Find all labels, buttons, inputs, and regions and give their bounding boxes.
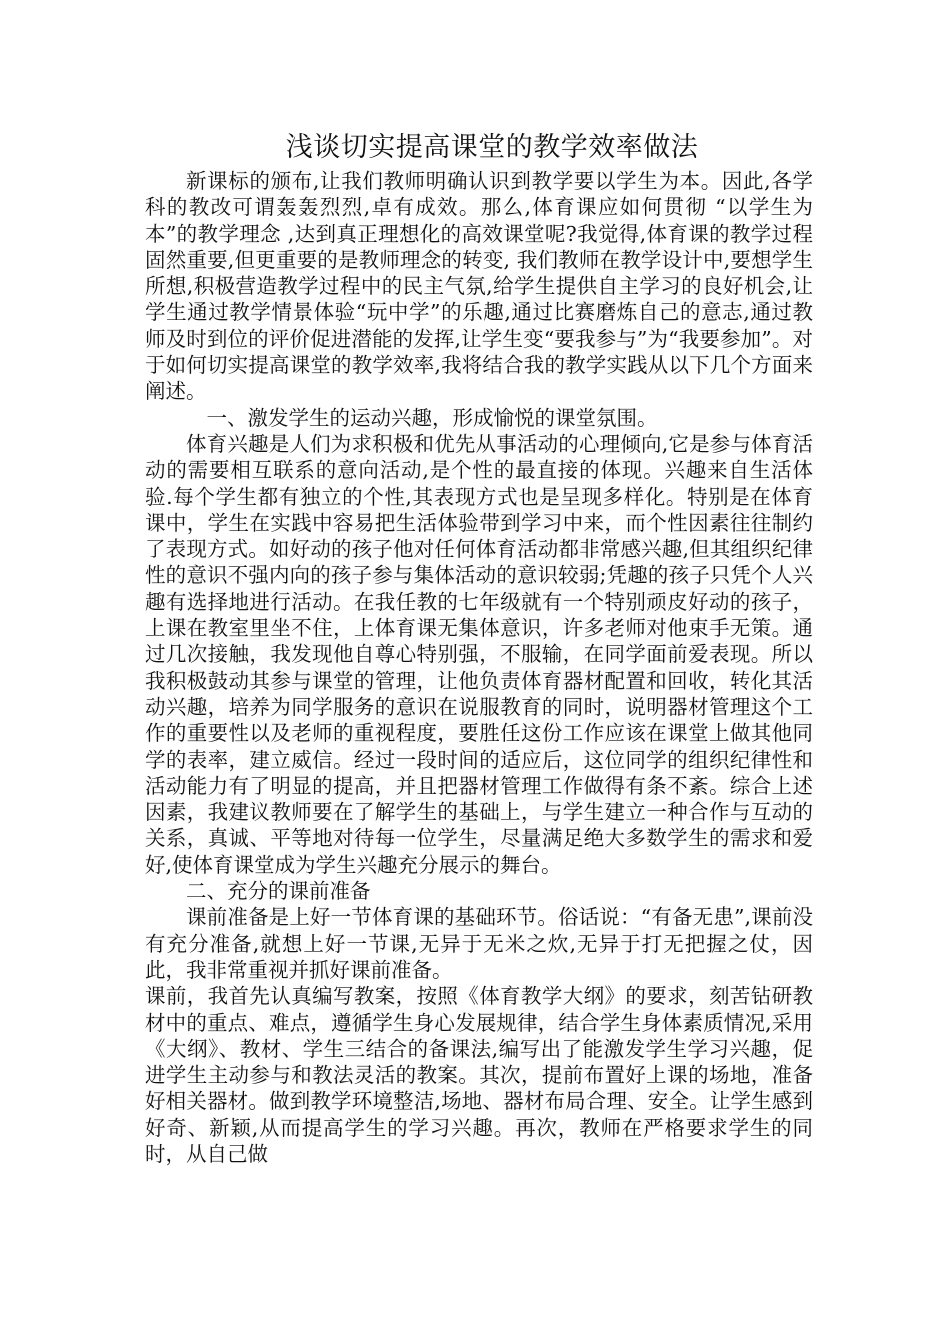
paragraph-lesson-plan: 课前，我首先认真编写教案，按照《体育教学大纲》的要求，刻苦钻研教材中的重点、难点，遵循学生身心发展规律，结合学生身体素质情况,采用《大纲》、教材、学生三结合的备课法,编写出了能激发学生学习兴趣，促进学生主动参与和教法灵活的教案。其次，提前布置好上课的场地，准备好相关器材。做到教学环境整洁,场地、器材布局合理、安全。让学生感到好奇、新颖,从而提高学生的学习兴趣。再次，教师在严格要求学生的同时，从自己做 bbox=[145, 984, 813, 1166]
paragraph-intro: 新课标的颁布,让我们教师明确认识到教学要以学生为本。因此,各学科的教改可谓轰轰烈烈,卓有成效。那么,体育课应如何贯彻 “以学生为本”的教学理念 ,达到真正理想化的高效课堂呢?我觉得,体育课的教学过程固然重要,但更重要的是教师理念的转变, 我们教师在教学设计中,要想学生所想,积极营造教学过程中的民主气氛,给学生提供自主学习的良好机会,让学生通过教学情景体验“玩中学”的乐趣,通过比赛磨炼自己的意志,通过教师及时到位的评价促进潜能的发挥,让学生变“要我参与”为“我要参加”。对于如何切实提高课堂的教学效率,我将结合我的教学实践从以下几个方面来阐述。 bbox=[145, 169, 813, 404]
document-title: 浅谈切实提高课堂的教学效率做法 bbox=[285, 132, 699, 163]
document-body bbox=[145, 128, 813, 1167]
section-heading-2: 二、充分的课前准备 bbox=[186, 879, 371, 904]
section-heading-1: 一、激发学生的运动兴趣，形成愉悦的课堂氛围。 bbox=[206, 405, 658, 430]
paragraph-interest: 体育兴趣是人们为求积极和优先从事活动的心理倾向,它是参与体育活动的需要相互联系的意向活动,是个性的最直接的体现。兴趣来自生活体验.每个学生都有独立的个性,其表现方式也是呈现多样化。特别是在体育课中，学生在实践中容易把生活体验带到学习中来，而个性因素往往制约了表现方式。如好动的孩子他对任何体育活动都非常感兴趣,但其组织纪律性的意识不强内向的孩子参与集体活动的意识较弱;凭趣的孩子只凭个人兴趣有选择地进行活动。在我任教的七年级就有一个特别顽皮好动的孩子，上课在教室里坐不住，上体育课无集体意识，许多老师对他束手无策。通过几次接触，我发现他自尊心特别强，不服输，在同学面前爱表现。所以我积极鼓动其参与课堂的管理，让他负责体育器材配置和回收，转化其活动兴趣，培养为同学服务的意识在说服教育的同时，说明器材管理这个工作的重要性以及老师的重视程度，要胜任这份工作应该在课堂上做其他同学的表率，建立威信。经过一段时间的适应后，这位同学的组织纪律性和活动能力有了明显的提高，并且把器材管理工作做得有条不紊。综合上述因素，我建议教师要在了解学生的基础上，与学生建立一种合作与互动的关系，真诚、平等地对待每一位学生，尽量满足绝大多数学生的需求和爱好,使体育课堂成为学生兴趣充分展示的舞台。 bbox=[145, 431, 813, 877]
paragraph-preparation: 课前准备是上好一节体育课的基础环节。俗话说：“有备无患”,课前没有充分准备,就想上好一节课,无异于无米之炊,无异于打无把握之仗，因此，我非常重视并抓好课前准备。 bbox=[145, 905, 813, 982]
